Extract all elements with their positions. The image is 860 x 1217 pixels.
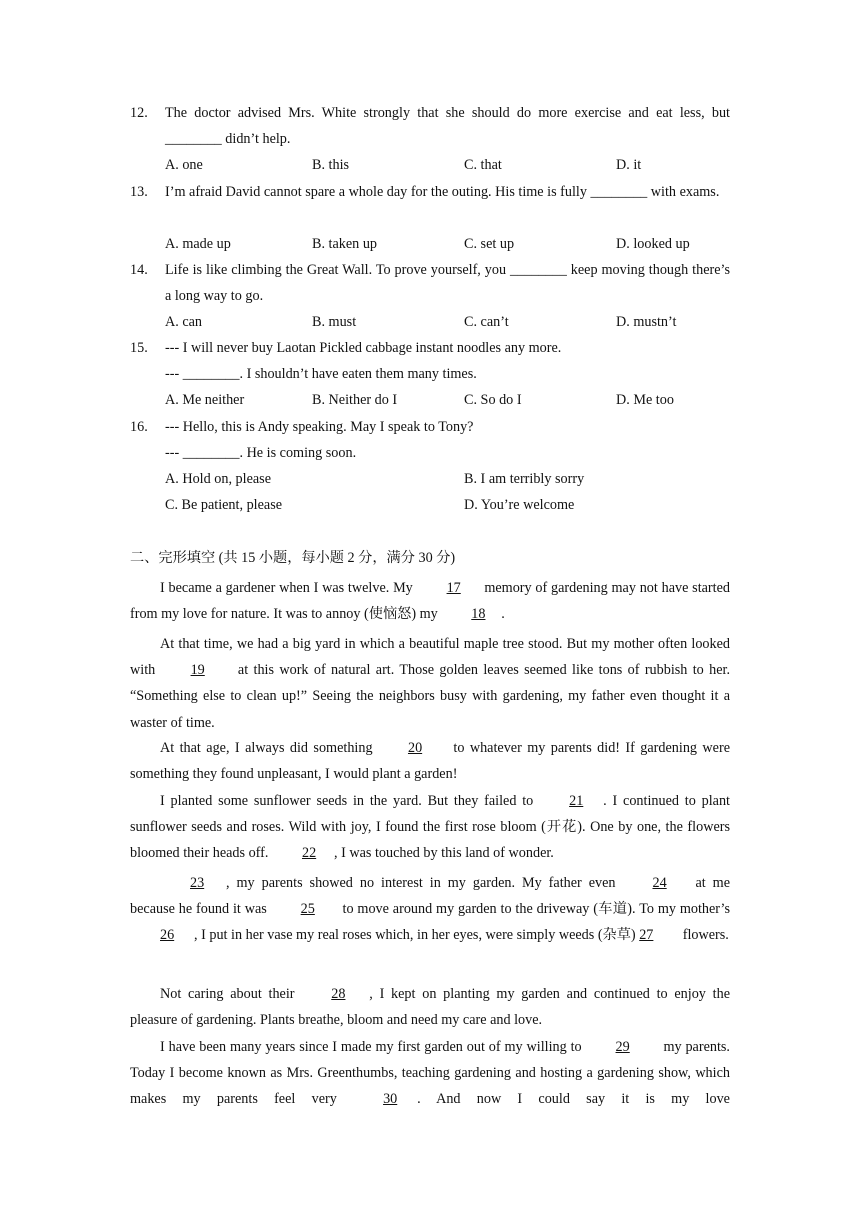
option-b: B. Neither do I [312,392,398,408]
option-a: A. can [165,314,203,330]
text: Not caring about their [160,986,302,1002]
option-d: D. You’re welcome [464,497,575,513]
options-12 [165,152,735,178]
text: I became a gardener when I was twelve. My [160,580,417,596]
blank-20: 20 [407,740,423,756]
text: . And now I could say it is my love [417,1091,730,1108]
passage-paragraph-5 [130,870,730,949]
question-number: 12. [130,105,148,121]
text: I planted some sunflower seeds in the yard. But they failed to [160,793,540,809]
question-number: 13. [130,184,148,200]
text: , I kept on planting my garden and continued to enjoy the pleasure of gardening. Plants breathe, bloom and need my care and love. [130,986,730,1029]
dialogue-line-1: --- Hello, this is Andy speaking. May I speak to Tony? [165,419,474,435]
blank-18: 18 [471,606,486,623]
option-a: A. one [165,157,203,173]
text: at this work of natural art. Those golden leaves seemed like tons of rubbish to her. “Something else to clean up!” Seeing the neighbors busy with gardening, my father even thought it a waster of time. [130,662,730,731]
text: , I put in her vase my real roses which, in her eyes, were simply weeds (杂草) [194,927,640,944]
question-text: Life is like climbing the Great Wall. To prove yourself, you ________ keep moving though there’s a long way to go. [165,262,730,304]
passage-paragraph-1 [130,575,730,627]
text: , I was touched by this land of wonder. [333,845,554,862]
passage-paragraph-3 [130,735,730,787]
blank-21: 21 [569,793,584,809]
option-d: D. looked up [616,236,690,252]
option-a: A. made up [165,236,231,252]
text: memory of gardening may not have started from my love for nature. It was to annoy (使恼怒) my [130,580,730,623]
option-b: B. this [312,157,350,173]
blank-29: 29 [615,1039,630,1055]
option-c: C. So do I [464,392,522,408]
options-16-row-2 [165,492,735,518]
question-number: 16. [130,419,148,435]
text: my parents. Today I become known as Mrs. Greenthumbs, teaching gardening and hosting a gardening show, which makes my parents feel very [130,1039,730,1108]
options-13 [165,231,735,257]
text: to move around my garden to the driveway (车道). To my mother’s [338,901,730,918]
text: . I continued to plant sunflower seeds and roses. Wild with joy, I found the first rose bloom (开花). One by one, the flowers bloomed their heads off. [130,793,731,862]
text: flowers. [679,927,729,944]
question-15 [130,335,730,387]
question-13 [130,179,730,205]
blank-17: 17 [446,580,461,596]
passage-paragraph-7 [130,1034,730,1113]
options-15 [165,387,735,413]
text: , my parents showed no interest in my garden. My father even [226,875,623,891]
option-a: A. Me neither [165,392,245,408]
option-d: D. Me too [616,392,674,408]
blank-24: 24 [652,875,667,891]
text: I have been many years since I made my first garden out of my willing to [160,1039,586,1055]
blank-30: 30 [383,1091,398,1108]
option-c: C. can’t [464,314,509,330]
question-14 [130,257,730,309]
option-c: C. that [464,157,502,173]
blank-25: 25 [300,901,315,918]
option-c: C. Be patient, please [165,497,283,513]
section-title: 二、完形填空 (共 15 小题，每小题 2 分，满分 30 分) [130,550,456,566]
text: . [501,606,505,623]
option-a: A. Hold on, please [165,471,271,487]
option-b: B. must [312,314,357,330]
passage-paragraph-4 [130,788,730,867]
blank-28: 28 [331,986,346,1002]
text: At that time, we had a big yard in which a beautiful maple tree stood. But my mother often looked with [130,636,730,679]
text: to whatever my parents did! If gardening were something they found unpleasant, I would plant a garden! [130,740,730,783]
options-14 [165,309,735,335]
option-c: C. set up [464,236,515,252]
dialogue-line-2: --- ________. I shouldn’t have eaten them many times. [165,366,477,382]
option-d: D. it [616,157,642,173]
dialogue-line-2: --- ________. He is coming soon. [165,445,357,461]
option-b: B. I am terribly sorry [464,471,585,487]
option-d: D. mustn’t [616,314,677,330]
question-text: The doctor advised Mrs. White strongly that she should do more exercise and eat less, but ________ didn’t help. [165,105,730,147]
passage-paragraph-6 [130,981,730,1033]
question-number: 15. [130,340,148,356]
blank-22: 22 [301,845,317,862]
blank-23: 23 [190,875,205,891]
question-12 [130,100,730,152]
question-16 [130,414,730,466]
text: at me because he found it was [130,875,730,918]
options-16-row-1 [165,466,735,492]
blank-19: 19 [190,662,205,679]
blank-26: 26 [160,927,175,944]
question-number: 14. [130,262,148,278]
option-b: B. taken up [312,236,378,252]
text: At that age, I always did something [160,740,378,756]
dialogue-line-1: --- I will never buy Laotan Pickled cabbage instant noodles any more. [165,340,562,356]
question-text: I’m afraid David cannot spare a whole day for the outing. His time is fully ________ with exams. [165,184,720,200]
blank-27: 27 [639,927,654,944]
passage-paragraph-2 [130,631,730,736]
